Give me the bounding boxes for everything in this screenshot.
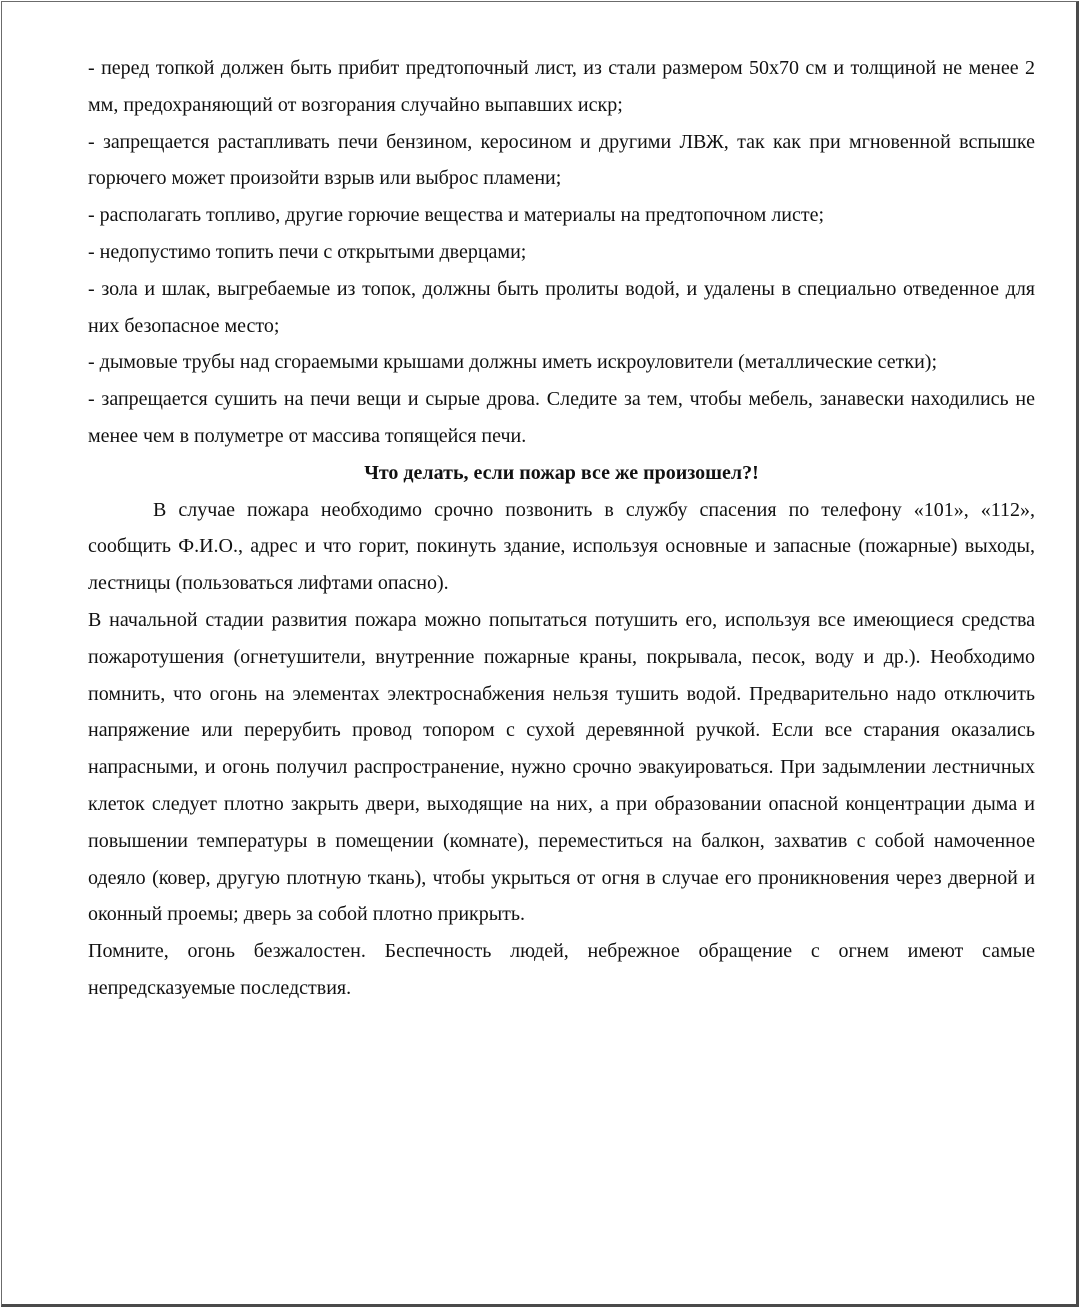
- paragraph-warning: Помните, огонь безжалостен. Беспечность людей, небрежное обращение с огнем имеют самые непредсказуемые последствия.: [88, 940, 1035, 999]
- paragraph-extinguish: В начальной стадии развития пожара можно попытаться потушить его, используя все имеющиеся средства пожаротушения (огнетушители, внутренние пожарные краны, покрывала, песок, воду и др.). Необходимо помнить, что огонь на элементах электроснабжения нельзя тушить водой. Предварительно надо отключить напряжение или перерубить провод топором с сухой деревянной ручкой. Если все старания оказались напрасными, и огонь получил распространение, нужно срочно эвакуироваться. При задымлении лестничных клеток следует плотно закрыть двери, выходящие на них, а при образовании опасной концентрации дыма и повышении температуры в помещении (комнате), переместиться на балкон, захватив с собой намоченное одеяло (ковер, другую плотную ткань), чтобы укрыться от огня в случае его проникновения через дверной и оконный проемы; дверь за собой плотно прикрыть.: [88, 608, 1035, 926]
- bullet-ash-disposal: - зола и шлак, выгребаемые из топок, должны быть пролиты водой, и удалены в специально отведенное для них безопасное место;: [88, 277, 1035, 337]
- bullet-drying-items: - запрещается сушить на печи вещи и сырые дрова. Следите за тем, чтобы мебель, занавески находились не менее чем в полуметре от массива топящейся печи.: [88, 388, 1035, 447]
- bullet-open-doors: - недопустимо топить печи с открытыми дверцами;: [88, 240, 527, 263]
- bullet-fuel-placement: - располагать топливо, другие горючие вещества и материалы на предтопочном листе;: [88, 204, 825, 227]
- bullet-spark-arresters: - дымовые трубы над сгораемыми крышами должны иметь искроуловители (металлические сетки);: [88, 351, 938, 374]
- bullet-steel-sheet: - перед топкой должен быть прибит предтопочный лист, из стали размером 50х70 см и толщиной не менее 2 мм, предохраняющий от возгорания случайно выпавших искр;: [88, 57, 1035, 116]
- bullet-no-flammable-liquids: - запрещается растапливать печи бензином, керосином и другими ЛВЖ, так как при мгновенной вспышке горючего может произойти взрыв или выброс пламени;: [88, 130, 1035, 190]
- document-page: [1, 1, 1079, 1307]
- section-heading: Что делать, если пожар все же произошел?!: [364, 461, 759, 484]
- paragraph-call-rescue: В случае пожара необходимо срочно позвонить в службу спасения по телефону «101», «112», сообщить Ф.И.О., адрес и что горит, покинуть здание, используя основные и запасные (пожарные) выходы, лестницы (пользоваться лифтами опасно).: [88, 498, 1035, 595]
- document-body: [88, 50, 1035, 1007]
